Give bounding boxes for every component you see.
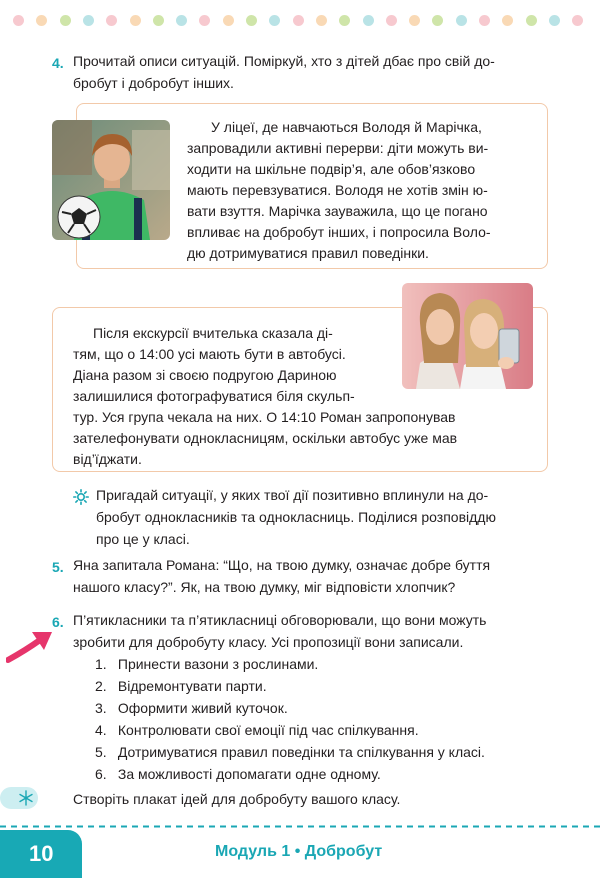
- sun-icon: [73, 489, 89, 505]
- reflect-text: [96, 484, 496, 550]
- decorative-dot: [526, 15, 537, 26]
- decorative-dot: [479, 15, 490, 26]
- task-4-text: [73, 50, 495, 94]
- story-1-line: вати взуття. Марічка зауважила, що це погано: [187, 203, 488, 219]
- story-1-line: У ліцеї, де навчаються Володя й Марічка,: [211, 119, 482, 135]
- list-item: 3. Оформити живий куточок.: [95, 700, 288, 716]
- task-4-line-1: Прочитай описи ситуацій. Поміркуй, хто з дітей дбає про свій до-: [73, 53, 495, 69]
- decorative-dot: [293, 15, 304, 26]
- list-item: 6. За можливості допомагати одне одному.: [95, 766, 381, 782]
- reflect-line: Пригадай ситуації, у яких твої дії позитивно вплинули на до-: [96, 487, 489, 503]
- footer-dashed-line: [0, 825, 600, 828]
- decorative-dot: [199, 15, 210, 26]
- boy-photo: [52, 120, 170, 240]
- story-2-line: Після екскурсії вчителька сказала ді-: [93, 325, 333, 341]
- story-2-line: від’їджати.: [73, 451, 142, 467]
- decorative-dot: [549, 15, 560, 26]
- task-5-line-2: нашого класу?”. Як, на твою думку, міг відповісти хлопчик?: [73, 579, 456, 595]
- module-title: Модуль 1 • Добробут: [215, 843, 383, 860]
- decorative-dot: [363, 15, 374, 26]
- decorative-dot: [456, 15, 467, 26]
- task-6-line-2: зробити для добробуту класу. Усі пропозиції вони записали.: [73, 634, 464, 650]
- task-6-number: 6.: [52, 614, 64, 630]
- reflect-line: бробут однокласників та однокласниць. Поділися розповіддю: [96, 509, 496, 525]
- task-5-number: 5.: [52, 559, 64, 575]
- decorative-dot: [339, 15, 350, 26]
- decorative-dot: [316, 15, 327, 26]
- story-1-line: дю дотримуватися правил поведінки.: [187, 245, 429, 261]
- story-1-text: [187, 117, 531, 264]
- decorative-dot: [223, 15, 234, 26]
- task-6-line-1: П’ятикласники та п’ятикласниці обговорювали, що вони можуть: [73, 612, 487, 628]
- story-2-text: [73, 323, 532, 470]
- decorative-dot: [269, 15, 280, 26]
- list-item: 5. Дотримуватися правил поведінки та спілкування у класі.: [95, 744, 485, 760]
- story-2-line: тур. Уся група чекала на них. О 14:10 Роман запропонував: [73, 409, 456, 425]
- proposals-list: [95, 653, 485, 785]
- task-4-number: 4.: [52, 55, 64, 71]
- story-1-line: ходити на шкільне подвір’я, але обов’язково: [187, 161, 476, 177]
- decorative-dot: [13, 15, 24, 26]
- list-item: 4. Контролювати свої емоції під час спілкування.: [95, 722, 419, 738]
- story-2-line: Діана разом зі своєю подругою Дариною: [73, 367, 337, 383]
- story-1-line: запровадили активні перерви: діти можуть ви-: [187, 140, 489, 156]
- task-5-text: [73, 554, 490, 598]
- pink-arrow-icon: [6, 626, 56, 664]
- story-1-line: впливає на добробут інших, і попросила Воло-: [187, 224, 491, 240]
- decorative-dot: [502, 15, 513, 26]
- decorative-dot: [409, 15, 420, 26]
- task-6-text: [73, 609, 486, 653]
- decorative-dot: [572, 15, 583, 26]
- story-2-line: залишилися фотографуватися біля скульп-: [73, 388, 355, 404]
- decorative-dot: [246, 15, 257, 26]
- task-4-line-2: бробут і добробут інших.: [73, 75, 234, 91]
- decorative-dots: [0, 15, 600, 29]
- list-item: 1. Принести вазони з рослинами.: [95, 656, 319, 672]
- decorative-dot: [386, 15, 397, 26]
- decorative-dot: [36, 15, 47, 26]
- decorative-dot: [106, 15, 117, 26]
- decorative-dot: [130, 15, 141, 26]
- decorative-dot: [83, 15, 94, 26]
- reflect-line: про це у класі.: [96, 531, 190, 547]
- story-2-line: тям, що о 14:00 усі мають бути в автобусі.: [73, 346, 346, 362]
- task-5-line-1: Яна запитала Романа: “Що, на твою думку, означає добре буття: [73, 557, 491, 573]
- list-item: 2. Відремонтувати парти.: [95, 678, 267, 694]
- group-task-text: Створіть плакат ідей для добробуту вашого класу.: [73, 791, 401, 807]
- decorative-dot: [153, 15, 164, 26]
- decorative-dot: [60, 15, 71, 26]
- story-1-line: мають перевзуватися. Володя не хотів змін ю-: [187, 182, 488, 198]
- page-number: 10: [0, 830, 82, 878]
- decorative-dot: [432, 15, 443, 26]
- story-2-line: зателефонувати однокласницям, оскільки автобус уже мав: [73, 430, 458, 446]
- decorative-dot: [176, 15, 187, 26]
- snowflake-group-icon: [0, 787, 38, 809]
